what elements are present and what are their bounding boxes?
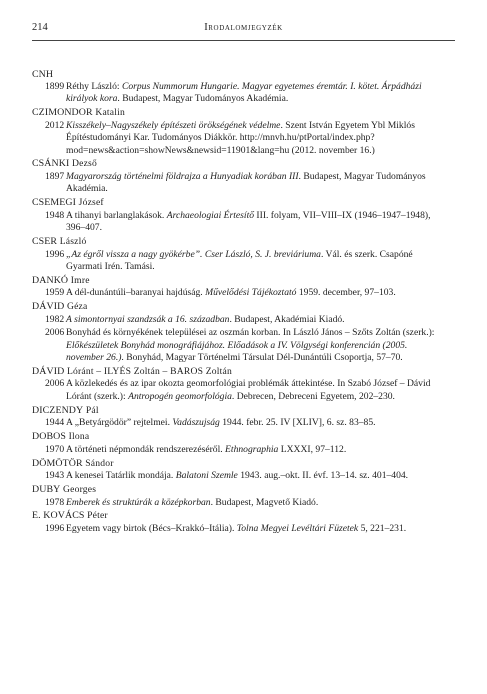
author-surname: CSER: [32, 235, 58, 247]
publication-year: 1944: [45, 417, 65, 429]
reference-entry: [32, 327, 440, 364]
reference-text-segment: A „Betyárgödör” rejtelmei.: [66, 417, 173, 429]
reference-title-italic: Kisszékely–Nagyszékely építészeti örökségének védelme: [66, 119, 281, 131]
bibliography-list: [32, 67, 440, 537]
reference-entry: [32, 444, 440, 456]
reference-title-italic: Művelődési Tájékoztató: [205, 287, 297, 299]
author-given-name: Ilona: [68, 431, 90, 443]
publication-year: 1978: [45, 496, 65, 508]
publication-year: 1899: [45, 81, 65, 93]
reference-text: [66, 417, 440, 429]
reference-entry: [32, 523, 440, 535]
author-given-name: József: [78, 197, 104, 209]
reference-text-segment: . Budapest, Akadémiai Kiadó.: [229, 313, 345, 325]
reference-text: [66, 171, 440, 196]
reference-title-italic: Archaeologiai Értesítő: [166, 209, 255, 221]
author-given-name: Péter: [87, 510, 108, 522]
publication-year: 2012: [45, 119, 65, 131]
publication-year: 1897: [45, 171, 65, 183]
reference-title-italic: Emberek és struktúrák a középkorban: [66, 496, 211, 508]
publication-year: 1982: [45, 313, 65, 325]
author-surname: DÁVID: [32, 365, 65, 377]
author-heading: [32, 366, 440, 378]
reference-text-segment: . Vál. és szerk. Csapóné Gyarmati Irén. Tamási.: [66, 248, 413, 272]
reference-text-segment: Bonyhád és környékének települései az oszmán korban. In László János – Szőts Zoltán (szerk.):: [66, 327, 435, 339]
reference-text-segment: . Budapest, Magyar Tudományos Akadémia.: [117, 93, 289, 105]
reference-text-segment: . Budapest, Magyar Tudományos Akadémia.: [66, 171, 426, 195]
reference-text-segment: A történeti népmondák rendszerezéséről.: [66, 443, 226, 455]
author-heading: [32, 431, 440, 443]
reference-text: [66, 378, 440, 403]
reference-text-segment: 1944. febr. 25. IV [XLIV], 6. sz. 83–85.: [219, 417, 376, 429]
author-surname: CSEMEGI: [32, 197, 77, 209]
publication-year: 2006: [45, 327, 65, 339]
author-heading: [32, 405, 440, 417]
reference-entry: [32, 120, 440, 157]
author-surname: CSÁNKI: [32, 158, 70, 170]
reference-text-segment: . Debrecen, Debreceni Egyetem, 202–230.: [231, 390, 395, 402]
reference-title-italic: Vadászujság: [172, 417, 220, 429]
reference-text: [66, 314, 440, 326]
reference-title-italic: Előkészületek Bonyhád monográfiájához. Előadások a IV. Völgységi konferencián (2005. november 26.): [66, 339, 408, 363]
author-surname: DICZENDY: [32, 404, 84, 416]
author-surname: CZIMONDOR: [32, 107, 93, 119]
author-surname: DOBOS: [32, 431, 66, 443]
reference-title-italic: Ethnographia: [225, 443, 279, 455]
reference-text-segment: 1959. december, 97–103.: [296, 287, 396, 299]
reference-entry: [32, 171, 440, 196]
reference-text: [66, 497, 440, 509]
author-given-name: László: [59, 235, 87, 247]
publication-year: 1943: [45, 470, 65, 482]
running-header: [32, 22, 455, 36]
reference-entry: [32, 470, 440, 482]
running-title: Irodalomjegyzék: [204, 22, 283, 33]
publication-year: 1948: [45, 209, 65, 221]
reference-text: [66, 327, 440, 364]
reference-text-segment: A közlekedés és az ipar okozta geomorfológiai problémák áttekintése. In Szabó József – Dávid Lóránt (szerk.):: [66, 378, 431, 402]
author-heading: [32, 197, 440, 209]
reference-text-segment: . Budapest, Magvető Kiadó.: [210, 496, 319, 508]
reference-title-italic: „Az égről vissza a nagy gyökérbe”. Cser László, S. J. breviáriuma: [66, 248, 321, 260]
author-surname: CNH: [32, 68, 54, 80]
reference-text: [66, 470, 440, 482]
reference-title-italic: Tolna Megyei Levéltári Füzetek: [236, 523, 359, 535]
reference-text-segment: A dél-dunántúli–baranyai hajdúság.: [66, 287, 206, 299]
reference-entry: [32, 417, 440, 429]
author-heading: [32, 158, 440, 170]
publication-year: 1970: [45, 443, 65, 455]
reference-text-segment: LXXXI, 97–112.: [278, 443, 347, 455]
reference-text: [66, 210, 440, 235]
header-rule: [32, 40, 455, 41]
reference-entry: [32, 249, 440, 274]
reference-text: [66, 523, 440, 535]
publication-year: 2006: [45, 378, 65, 390]
reference-text-segment: 5, 221–231.: [358, 523, 407, 535]
reference-title-italic: Balatoni Szemle: [175, 470, 238, 482]
reference-text-segment: A tihanyi barlanglakások.: [66, 209, 167, 221]
author-surname: DÁVID: [32, 301, 65, 313]
author-heading: [32, 69, 440, 81]
reference-title-italic: Antropogén geomorfológia: [128, 390, 232, 402]
reference-entry: [32, 497, 440, 509]
author-given-name: Imre: [70, 274, 90, 286]
author-heading: [32, 458, 440, 470]
reference-entry: [32, 81, 440, 106]
reference-text-segment: A kenesei Tatárlik mondája.: [66, 470, 176, 482]
reference-text: [66, 444, 440, 456]
publication-year: 1996: [45, 523, 65, 535]
author-given-name: Georges: [63, 483, 97, 495]
author-given-name: Géza: [66, 301, 88, 313]
author-surname: DÖMÖTÖR: [32, 457, 83, 469]
reference-text-segment: . Bonyhád, Magyar Történelmi Társulat Dél-Dunántúli Csoportja, 57–70.: [121, 351, 403, 363]
publication-year: 1996: [45, 248, 65, 260]
author-heading: [32, 107, 440, 119]
reference-title-italic: Magyarország történelmi földrajza a Hunyadiak korában III: [66, 171, 299, 183]
reference-title-italic: A simontornyai szandzsák a 16. században: [66, 313, 230, 325]
reference-entry: [32, 210, 440, 235]
author-surname: E. KOVÁCS: [32, 510, 85, 522]
author-heading: [32, 484, 440, 496]
author-heading: [32, 236, 440, 248]
reference-text: [66, 81, 440, 106]
reference-text: [66, 287, 440, 299]
author-heading: [32, 510, 440, 522]
publication-year: 1959: [45, 287, 65, 299]
reference-text: [66, 249, 440, 274]
author-given-name: Dezső: [71, 158, 97, 170]
reference-text-segment: 1943. aug.–okt. II. évf. 13–14. sz. 401–404.: [237, 470, 409, 482]
author-heading: [32, 275, 440, 287]
author-surname: DUBY: [32, 483, 61, 495]
reference-text-segment: Réthy László:: [66, 81, 122, 93]
reference-entry: [32, 378, 440, 403]
reference-text-segment: III. folyam, VII–VIII–IX (1946–1947–1948), 396–407.: [66, 209, 431, 234]
author-given-name: Sándor: [85, 457, 114, 469]
reference-text-segment: Egyetem vagy birtok (Bécs–Krakkó–Itália).: [66, 523, 237, 535]
author-given-name: Pál: [85, 404, 99, 416]
author-heading: [32, 301, 440, 313]
author-given-name: Katalin: [95, 107, 125, 119]
reference-title-italic: Corpus Nummorum Hungarie. Magyar egyetemes éremtár. I. kötet. Árpádházi királyok kora: [66, 81, 422, 105]
reference-entry: [32, 287, 440, 299]
reference-text-segment: . Szent István Egyetem Ybl Miklós Építéstudományi Kar. Tudományos Diákkör. http://mnvh.hu/ptPortal/index.php?mod=news&action=showNews&newsid=11901&lang=hu (2012. november 16.): [66, 119, 415, 156]
page-number: 214: [32, 22, 48, 33]
author-surname: DANKÓ: [32, 274, 69, 286]
author-given-name: Lóránt – ILYÉS Zoltán – BAROS Zoltán: [66, 365, 232, 377]
reference-entry: [32, 314, 440, 326]
reference-text: [66, 120, 440, 157]
